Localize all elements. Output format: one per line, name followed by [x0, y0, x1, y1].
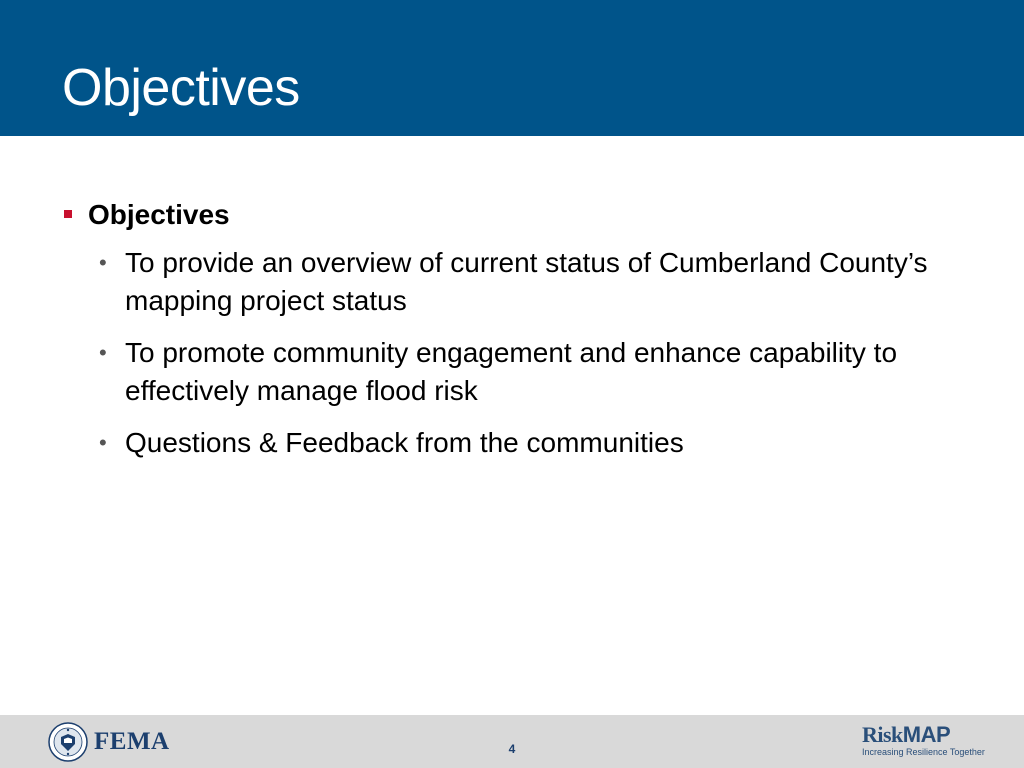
dot-bullet-icon: •: [99, 340, 107, 365]
bullet-heading: Objectives: [88, 199, 230, 230]
title-bar: [0, 0, 1024, 136]
dot-bullet-icon: •: [99, 430, 107, 455]
dot-bullet-icon: •: [99, 250, 107, 275]
square-bullet-icon: [64, 210, 72, 218]
list-item-text: To provide an overview of current status of Cumberland County’s mapping project status: [125, 247, 928, 316]
footer-bar: [0, 715, 1024, 768]
riskmap-logo: [862, 722, 985, 758]
riskmap-logo-map: MAP: [902, 722, 951, 747]
list-item: [62, 424, 962, 462]
list-item: [62, 244, 962, 320]
sub-bullet-list: [62, 244, 962, 462]
slide-content: [62, 196, 962, 476]
fema-logo: [48, 721, 170, 763]
list-item: [62, 334, 962, 410]
riskmap-logo-risk: Risk: [862, 722, 903, 747]
list-item-text: Questions & Feedback from the communities: [125, 427, 684, 458]
riskmap-tagline: Increasing Resilience Together: [862, 747, 985, 757]
riskmap-logo-name: [862, 724, 982, 746]
page-number: 4: [508, 742, 516, 756]
slide-title: Objectives: [62, 59, 300, 117]
list-item-text: To promote community engagement and enhance capability to effectively manage flood risk: [125, 337, 898, 406]
fema-logo-text: FEMA: [94, 728, 170, 755]
dhs-seal-icon: [48, 722, 88, 762]
bullet-level1: [62, 196, 962, 234]
